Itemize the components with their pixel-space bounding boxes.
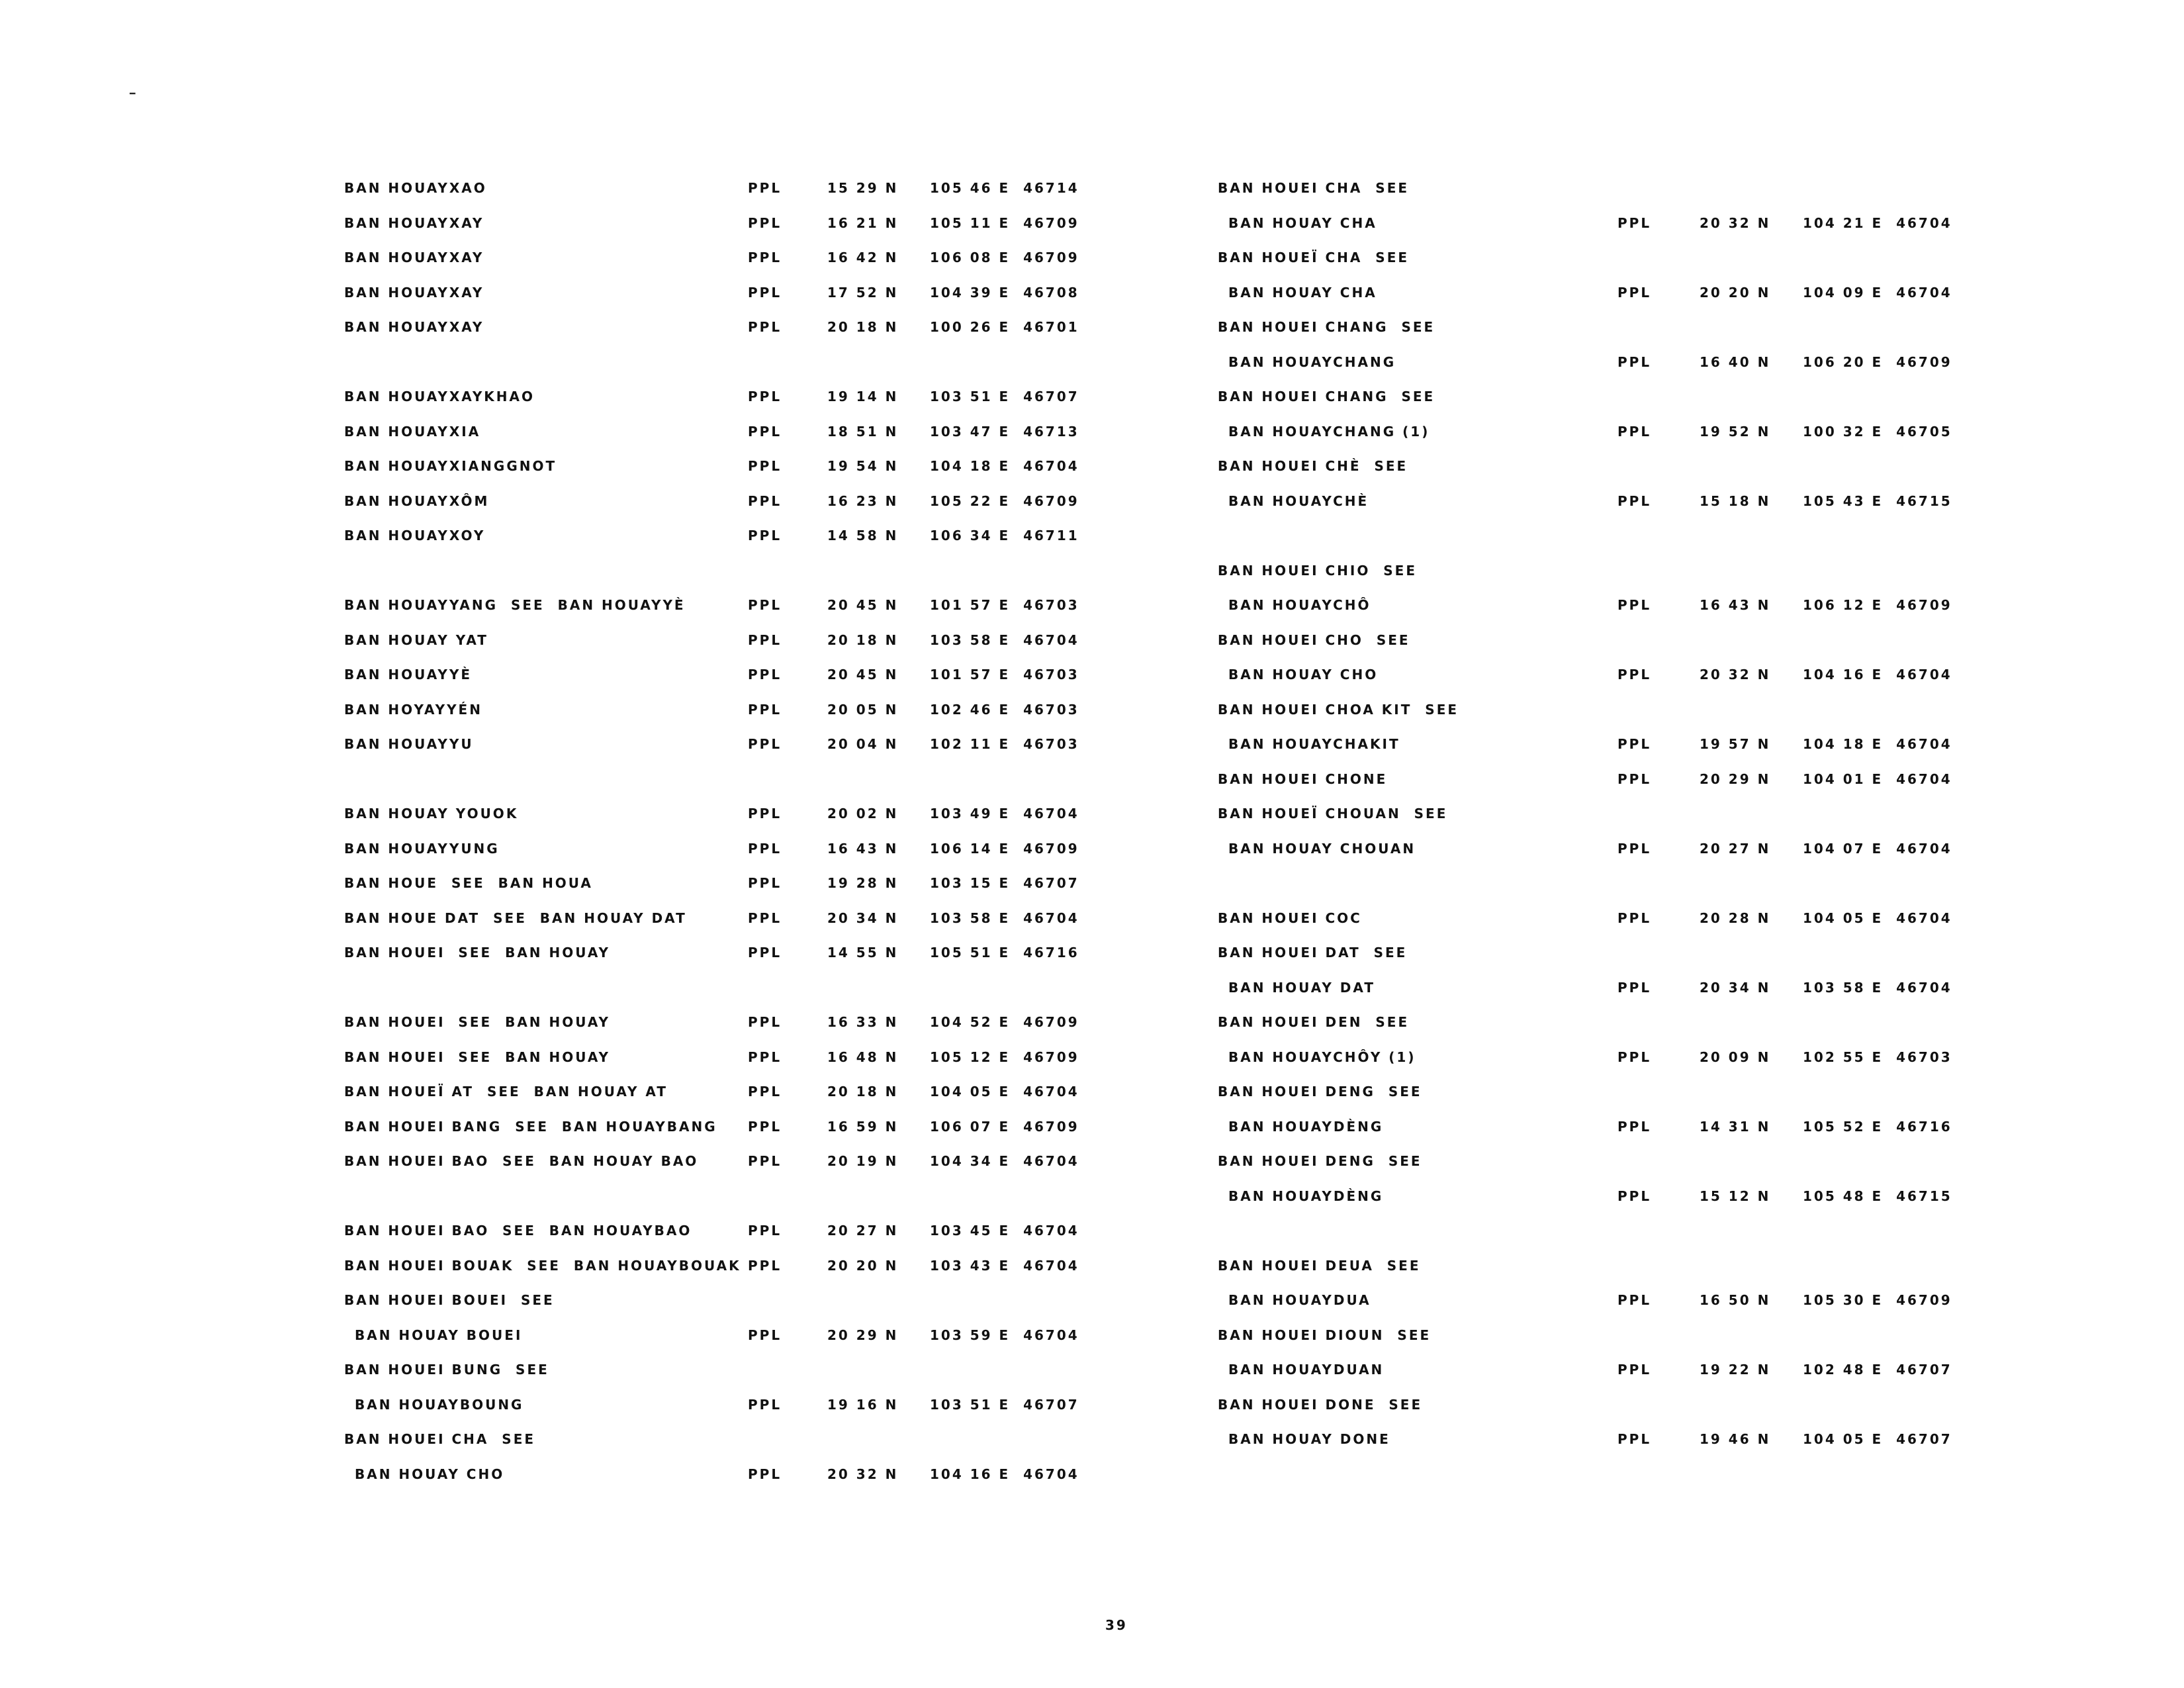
feature-type: PPL bbox=[748, 875, 782, 891]
gazetteer-entry bbox=[1218, 389, 1972, 424]
feature-type: PPL bbox=[748, 1223, 782, 1239]
feature-type: PPL bbox=[748, 1257, 782, 1274]
place-name: BAN HOUEI SEE BAN HOUAY bbox=[344, 1049, 610, 1065]
longitude: 103 43 E 46704 bbox=[930, 1257, 1079, 1274]
gazetteer-entry bbox=[1218, 250, 1972, 285]
feature-type: PPL bbox=[748, 389, 782, 404]
place-name: BAN HOUAYCHÔY (1) bbox=[1228, 1049, 1416, 1065]
latitude: 18 51 N bbox=[827, 423, 899, 440]
longitude: 101 57 E 46703 bbox=[930, 667, 1079, 682]
gazetteer-entry bbox=[344, 458, 1138, 493]
longitude: 104 39 E 46708 bbox=[930, 284, 1079, 301]
gazetteer-entry bbox=[344, 597, 1138, 632]
longitude: 103 58 E 46704 bbox=[1803, 979, 1952, 996]
latitude: 14 58 N bbox=[827, 528, 899, 543]
place-name: BAN HOUAYCHAKIT bbox=[1228, 736, 1400, 752]
latitude: 14 31 N bbox=[1700, 1118, 1771, 1135]
gazetteer-left-column bbox=[344, 180, 1138, 1501]
place-name: BAN HOUAYDÈNG bbox=[1228, 1118, 1384, 1135]
latitude: 20 28 N bbox=[1700, 910, 1771, 926]
gazetteer-entry bbox=[1218, 632, 1972, 667]
latitude: 16 40 N bbox=[1700, 353, 1771, 370]
feature-type: PPL bbox=[1617, 492, 1652, 509]
latitude: 20 34 N bbox=[1700, 979, 1771, 996]
feature-type: PPL bbox=[1617, 214, 1652, 231]
latitude: 14 55 N bbox=[827, 945, 899, 961]
gazetteer-entry bbox=[1218, 285, 1972, 320]
gazetteer-entry bbox=[1218, 1119, 1972, 1154]
feature-type: PPL bbox=[1617, 284, 1652, 301]
longitude: 102 55 E 46703 bbox=[1803, 1049, 1952, 1065]
feature-type: PPL bbox=[748, 528, 782, 543]
gazetteer-entry bbox=[344, 1119, 1138, 1154]
place-name: BAN HOUAYCHANG (1) bbox=[1228, 423, 1430, 440]
feature-type: PPL bbox=[748, 840, 782, 857]
place-name: BAN HOUAYXAYKHAO bbox=[344, 389, 535, 404]
gazetteer-entry bbox=[344, 1397, 1138, 1432]
gazetteer-entry bbox=[344, 215, 1138, 250]
latitude: 20 45 N bbox=[827, 597, 899, 613]
gazetteer-entry bbox=[344, 1292, 1138, 1327]
gazetteer-entry bbox=[1218, 493, 1972, 528]
place-name: BAN HOUEI BAO SEE BAN HOUAYBAO bbox=[344, 1223, 692, 1239]
latitude: 20 18 N bbox=[827, 1084, 899, 1100]
gazetteer-entry bbox=[1218, 1014, 1972, 1049]
latitude: 19 28 N bbox=[827, 875, 899, 891]
place-name: BAN HOUAY CHO bbox=[1228, 667, 1379, 682]
place-name: BAN HOUAYXAY bbox=[344, 214, 484, 231]
gazetteer-entry bbox=[344, 1258, 1138, 1293]
gazetteer-entry bbox=[1218, 215, 1972, 250]
gazetteer-entry bbox=[344, 1431, 1138, 1466]
feature-type: PPL bbox=[748, 284, 782, 301]
latitude: 19 57 N bbox=[1700, 736, 1771, 752]
longitude: 105 48 E 46715 bbox=[1803, 1188, 1952, 1204]
gazetteer-entry bbox=[1218, 806, 1972, 841]
longitude: 101 57 E 46703 bbox=[930, 597, 1079, 613]
latitude: 20 09 N bbox=[1700, 1049, 1771, 1065]
longitude: 104 18 E 46704 bbox=[930, 458, 1079, 474]
feature-type: PPL bbox=[748, 1327, 782, 1343]
longitude: 105 12 E 46709 bbox=[930, 1049, 1079, 1065]
longitude: 105 22 E 46709 bbox=[930, 492, 1079, 509]
row-spacer bbox=[344, 354, 1138, 389]
latitude: 16 48 N bbox=[827, 1049, 899, 1065]
longitude: 105 51 E 46716 bbox=[930, 945, 1079, 961]
latitude: 20 32 N bbox=[1700, 214, 1771, 231]
latitude: 19 54 N bbox=[827, 458, 899, 474]
place-name: BAN HOUEI BOUEI SEE bbox=[344, 1292, 555, 1308]
longitude: 102 48 E 46707 bbox=[1803, 1362, 1952, 1378]
place-name: BAN HOYAYYÉN bbox=[344, 701, 482, 718]
feature-type: PPL bbox=[1617, 423, 1652, 440]
gazetteer-entry bbox=[344, 1153, 1138, 1188]
place-name: BAN HOUAYXAY bbox=[344, 250, 484, 265]
latitude: 20 45 N bbox=[827, 667, 899, 682]
gazetteer-entry bbox=[1218, 841, 1972, 876]
place-name: BAN HOUE DAT SEE BAN HOUAY DAT bbox=[344, 910, 687, 926]
latitude: 16 59 N bbox=[827, 1118, 899, 1135]
gazetteer-entry bbox=[344, 736, 1138, 771]
gazetteer-entry bbox=[1218, 945, 1972, 980]
latitude: 20 20 N bbox=[827, 1257, 899, 1274]
feature-type: PPL bbox=[748, 1153, 782, 1169]
gazetteer-entry bbox=[344, 424, 1138, 459]
latitude: 16 33 N bbox=[827, 1014, 899, 1030]
gazetteer-entry bbox=[344, 285, 1138, 320]
feature-type: PPL bbox=[748, 945, 782, 961]
feature-type: PPL bbox=[748, 319, 782, 335]
longitude: 103 47 E 46713 bbox=[930, 423, 1079, 440]
feature-type: PPL bbox=[1617, 1431, 1652, 1447]
place-name: BAN HOUEI DAT SEE bbox=[1218, 945, 1408, 961]
longitude: 104 16 E 46704 bbox=[1803, 667, 1952, 682]
longitude: 105 11 E 46709 bbox=[930, 214, 1079, 231]
longitude: 104 16 E 46704 bbox=[930, 1466, 1079, 1482]
longitude: 106 34 E 46711 bbox=[930, 528, 1079, 543]
row-spacer bbox=[1218, 528, 1972, 563]
row-spacer bbox=[344, 980, 1138, 1015]
place-name: BAN HOUAYCHANG bbox=[1228, 353, 1396, 370]
longitude: 104 34 E 46704 bbox=[930, 1153, 1079, 1169]
gazetteer-entry bbox=[344, 1327, 1138, 1362]
latitude: 20 27 N bbox=[827, 1223, 899, 1239]
gazetteer-entry bbox=[1218, 597, 1972, 632]
latitude: 20 18 N bbox=[827, 632, 899, 648]
feature-type: PPL bbox=[748, 1396, 782, 1413]
gazetteer-entry bbox=[344, 180, 1138, 215]
place-name: BAN HOUAYXAY bbox=[344, 284, 484, 301]
gazetteer-entry bbox=[344, 319, 1138, 354]
gazetteer-entry bbox=[1218, 702, 1972, 737]
longitude: 105 30 E 46709 bbox=[1803, 1292, 1952, 1308]
latitude: 15 29 N bbox=[827, 180, 899, 196]
gazetteer-entry bbox=[1218, 980, 1972, 1015]
longitude: 105 52 E 46716 bbox=[1803, 1118, 1952, 1135]
place-name: BAN HOUEÏ AT SEE BAN HOUAY AT bbox=[344, 1084, 668, 1100]
place-name: BAN HOUAY CHA bbox=[1228, 214, 1377, 231]
latitude: 19 22 N bbox=[1700, 1362, 1771, 1378]
place-name: BAN HOUEI DENG SEE bbox=[1218, 1153, 1422, 1169]
place-name: BAN HOUEI DENG SEE bbox=[1218, 1084, 1422, 1100]
gazetteer-entry bbox=[1218, 1188, 1972, 1223]
latitude: 15 12 N bbox=[1700, 1188, 1771, 1204]
place-name: BAN HOUEI CHONE bbox=[1218, 771, 1388, 787]
gazetteer-entry bbox=[344, 1049, 1138, 1084]
longitude: 104 01 E 46704 bbox=[1803, 771, 1952, 787]
longitude: 103 58 E 46704 bbox=[930, 910, 1079, 926]
latitude: 16 21 N bbox=[827, 214, 899, 231]
place-name: BAN HOUAY YAT bbox=[344, 632, 488, 648]
gazetteer-entry bbox=[344, 250, 1138, 285]
longitude: 103 51 E 46707 bbox=[930, 1396, 1079, 1413]
latitude: 20 29 N bbox=[1700, 771, 1771, 787]
feature-type: PPL bbox=[748, 492, 782, 509]
place-name: BAN HOUEI CHANG SEE bbox=[1218, 389, 1435, 404]
feature-type: PPL bbox=[748, 701, 782, 718]
gazetteer-entry bbox=[344, 389, 1138, 424]
place-name: BAN HOUE SEE BAN HOUA bbox=[344, 875, 593, 891]
gazetteer-entry bbox=[344, 806, 1138, 841]
gazetteer-entry bbox=[1218, 1153, 1972, 1188]
scan-mark: ━ bbox=[130, 89, 136, 99]
longitude: 106 07 E 46709 bbox=[930, 1118, 1079, 1135]
gazetteer-entry bbox=[1218, 736, 1972, 771]
latitude: 15 18 N bbox=[1700, 492, 1771, 509]
gazetteer-entry bbox=[1218, 1327, 1972, 1362]
longitude: 105 46 E 46714 bbox=[930, 180, 1079, 196]
page-number: 39 bbox=[1105, 1617, 1128, 1633]
gazetteer-entry bbox=[344, 493, 1138, 528]
place-name: BAN HOUEI CHOA KIT SEE bbox=[1218, 701, 1459, 718]
gazetteer-entry bbox=[1218, 910, 1972, 945]
gazetteer-entry bbox=[344, 528, 1138, 563]
feature-type: PPL bbox=[1617, 1362, 1652, 1378]
latitude: 20 32 N bbox=[1700, 667, 1771, 682]
feature-type: PPL bbox=[748, 1118, 782, 1135]
place-name: BAN HOUAYBOUNG bbox=[355, 1396, 524, 1413]
place-name: BAN HOUAY DONE bbox=[1228, 1431, 1390, 1447]
feature-type: PPL bbox=[1617, 597, 1652, 613]
longitude: 104 05 E 46704 bbox=[930, 1084, 1079, 1100]
latitude: 19 46 N bbox=[1700, 1431, 1771, 1447]
feature-type: PPL bbox=[748, 180, 782, 196]
place-name: BAN HOUAYCHÈ bbox=[1228, 492, 1369, 509]
place-name: BAN HOUEÏ CHA SEE bbox=[1218, 250, 1410, 265]
place-name: BAN HOUAY YOUOK bbox=[344, 806, 519, 821]
place-name: BAN HOUAYDUA bbox=[1228, 1292, 1371, 1308]
longitude: 104 52 E 46709 bbox=[930, 1014, 1079, 1030]
gazetteer-entry bbox=[344, 1014, 1138, 1049]
place-name: BAN HOUEI CHÈ SEE bbox=[1218, 458, 1408, 474]
gazetteer-entry bbox=[1218, 458, 1972, 493]
place-name: BAN HOUAY CHA bbox=[1228, 284, 1377, 301]
gazetteer-entry bbox=[1218, 1292, 1972, 1327]
feature-type: PPL bbox=[748, 667, 782, 682]
place-name: BAN HOUEI BUNG SEE bbox=[344, 1362, 549, 1378]
latitude: 20 27 N bbox=[1700, 840, 1771, 857]
gazetteer-entry bbox=[1218, 1362, 1972, 1397]
place-name: BAN HOUEI CHANG SEE bbox=[1218, 319, 1435, 335]
gazetteer-entry bbox=[1218, 1258, 1972, 1293]
row-spacer bbox=[344, 563, 1138, 598]
place-name: BAN HOUAYXÔM bbox=[344, 492, 490, 509]
longitude: 103 51 E 46707 bbox=[930, 389, 1079, 404]
gazetteer-entry bbox=[1218, 1049, 1972, 1084]
place-name: BAN HOUEI BANG SEE BAN HOUAYBANG bbox=[344, 1118, 717, 1135]
place-name: BAN HOUAYYU bbox=[344, 736, 474, 752]
row-spacer bbox=[1218, 1223, 1972, 1258]
latitude: 20 05 N bbox=[827, 701, 899, 718]
row-spacer bbox=[344, 771, 1138, 806]
place-name: BAN HOUAY BOUEI bbox=[355, 1327, 523, 1343]
longitude: 105 43 E 46715 bbox=[1803, 492, 1952, 509]
place-name: BAN HOUAY DAT bbox=[1228, 979, 1375, 996]
longitude: 106 12 E 46709 bbox=[1803, 597, 1952, 613]
place-name: BAN HOUEÏ CHOUAN SEE bbox=[1218, 806, 1448, 821]
place-name: BAN HOUEI DEUA SEE bbox=[1218, 1257, 1421, 1274]
feature-type: PPL bbox=[748, 910, 782, 926]
feature-type: PPL bbox=[748, 806, 782, 821]
row-spacer bbox=[344, 1188, 1138, 1223]
latitude: 20 19 N bbox=[827, 1153, 899, 1169]
place-name: BAN HOUEI DONE SEE bbox=[1218, 1396, 1423, 1413]
feature-type: PPL bbox=[1617, 736, 1652, 752]
longitude: 100 32 E 46705 bbox=[1803, 423, 1952, 440]
feature-type: PPL bbox=[1617, 1118, 1652, 1135]
latitude: 16 23 N bbox=[827, 492, 899, 509]
feature-type: PPL bbox=[748, 1014, 782, 1030]
longitude: 104 05 E 46704 bbox=[1803, 910, 1952, 926]
gazetteer-entry bbox=[1218, 1431, 1972, 1466]
longitude: 104 07 E 46704 bbox=[1803, 840, 1952, 857]
feature-type: PPL bbox=[1617, 979, 1652, 996]
latitude: 19 14 N bbox=[827, 389, 899, 404]
longitude: 102 46 E 46703 bbox=[930, 701, 1079, 718]
place-name: BAN HOUAYCHÔ bbox=[1228, 597, 1371, 613]
longitude: 106 14 E 46709 bbox=[930, 840, 1079, 857]
place-name: BAN HOUAYXIANGGNOT bbox=[344, 458, 557, 474]
gazetteer-entry bbox=[344, 1362, 1138, 1397]
gazetteer-entry bbox=[344, 702, 1138, 737]
place-name: BAN HOUEI DEN SEE bbox=[1218, 1014, 1410, 1030]
gazetteer-entry bbox=[1218, 1397, 1972, 1432]
place-name: BAN HOUAYXOY bbox=[344, 528, 486, 543]
feature-type: PPL bbox=[1617, 910, 1652, 926]
gazetteer-entry bbox=[344, 632, 1138, 667]
place-name: BAN HOUAYYÈ bbox=[344, 667, 472, 682]
place-name: BAN HOUAYXIA bbox=[344, 423, 481, 440]
gazetteer-entry bbox=[344, 1084, 1138, 1119]
longitude: 106 20 E 46709 bbox=[1803, 353, 1952, 370]
latitude: 20 18 N bbox=[827, 319, 899, 335]
place-name: BAN HOUEI CHIO SEE bbox=[1218, 562, 1417, 579]
feature-type: PPL bbox=[1617, 771, 1652, 787]
feature-type: PPL bbox=[748, 250, 782, 265]
gazetteer-entry bbox=[1218, 180, 1972, 215]
latitude: 16 43 N bbox=[827, 840, 899, 857]
longitude: 103 49 E 46704 bbox=[930, 806, 1079, 821]
gazetteer-entry bbox=[344, 841, 1138, 876]
place-name: BAN HOUEI SEE BAN HOUAY bbox=[344, 1014, 610, 1030]
longitude: 103 58 E 46704 bbox=[930, 632, 1079, 648]
place-name: BAN HOUAYYANG SEE BAN HOUAYYÈ bbox=[344, 597, 686, 613]
gazetteer-entry bbox=[1218, 563, 1972, 598]
gazetteer-entry bbox=[344, 1466, 1138, 1501]
gazetteer-entry bbox=[1218, 667, 1972, 702]
latitude: 20 02 N bbox=[827, 806, 899, 821]
feature-type: PPL bbox=[1617, 1188, 1652, 1204]
place-name: BAN HOUEI DIOUN SEE bbox=[1218, 1327, 1432, 1343]
latitude: 20 34 N bbox=[827, 910, 899, 926]
longitude: 104 09 E 46704 bbox=[1803, 284, 1952, 301]
place-name: BAN HOUEI CHA SEE bbox=[344, 1431, 536, 1447]
feature-type: PPL bbox=[748, 1084, 782, 1100]
latitude: 19 16 N bbox=[827, 1396, 899, 1413]
feature-type: PPL bbox=[748, 1049, 782, 1065]
place-name: BAN HOUEI CHO SEE bbox=[1218, 632, 1410, 648]
longitude: 100 26 E 46701 bbox=[930, 319, 1079, 335]
gazetteer-entry bbox=[1218, 771, 1972, 806]
latitude: 20 32 N bbox=[827, 1466, 899, 1482]
gazetteer-entry bbox=[344, 910, 1138, 945]
latitude: 19 52 N bbox=[1700, 423, 1771, 440]
longitude: 104 21 E 46704 bbox=[1803, 214, 1952, 231]
place-name: BAN HOUAYDUAN bbox=[1228, 1362, 1385, 1378]
gazetteer-entry bbox=[1218, 424, 1972, 459]
feature-type: PPL bbox=[748, 423, 782, 440]
gazetteer-entry bbox=[344, 1223, 1138, 1258]
place-name: BAN HOUEI BOUAK SEE BAN HOUAYBOUAK bbox=[344, 1257, 741, 1274]
feature-type: PPL bbox=[748, 458, 782, 474]
gazetteer-entry bbox=[1218, 1084, 1972, 1119]
place-name: BAN HOUAYXAY bbox=[344, 319, 484, 335]
latitude: 20 04 N bbox=[827, 736, 899, 752]
latitude: 20 20 N bbox=[1700, 284, 1771, 301]
feature-type: PPL bbox=[748, 632, 782, 648]
place-name: BAN HOUEI SEE BAN HOUAY bbox=[344, 945, 610, 961]
gazetteer-entry bbox=[344, 667, 1138, 702]
latitude: 16 50 N bbox=[1700, 1292, 1771, 1308]
gazetteer-entry bbox=[344, 945, 1138, 980]
feature-type: PPL bbox=[748, 1466, 782, 1482]
place-name: BAN HOUAYXAO bbox=[344, 180, 487, 196]
feature-type: PPL bbox=[748, 214, 782, 231]
feature-type: PPL bbox=[1617, 840, 1652, 857]
feature-type: PPL bbox=[1617, 1049, 1652, 1065]
longitude: 102 11 E 46703 bbox=[930, 736, 1079, 752]
latitude: 20 29 N bbox=[827, 1327, 899, 1343]
place-name: BAN HOUAYDÈNG bbox=[1228, 1188, 1384, 1204]
feature-type: PPL bbox=[1617, 1292, 1652, 1308]
longitude: 103 15 E 46707 bbox=[930, 875, 1079, 891]
longitude: 103 59 E 46704 bbox=[930, 1327, 1079, 1343]
feature-type: PPL bbox=[1617, 667, 1652, 682]
place-name: BAN HOUAY CHO bbox=[355, 1466, 505, 1482]
feature-type: PPL bbox=[748, 597, 782, 613]
row-spacer bbox=[1218, 875, 1972, 910]
feature-type: PPL bbox=[748, 736, 782, 752]
place-name: BAN HOUAYYUNG bbox=[344, 840, 500, 857]
longitude: 103 45 E 46704 bbox=[930, 1223, 1079, 1239]
feature-type: PPL bbox=[1617, 353, 1652, 370]
gazetteer-entry bbox=[344, 875, 1138, 910]
place-name: BAN HOUEI CHA SEE bbox=[1218, 180, 1410, 196]
place-name: BAN HOUEI COC bbox=[1218, 910, 1362, 926]
gazetteer-right-column bbox=[1218, 180, 1972, 1466]
latitude: 16 43 N bbox=[1700, 597, 1771, 613]
longitude: 106 08 E 46709 bbox=[930, 250, 1079, 265]
latitude: 17 52 N bbox=[827, 284, 899, 301]
longitude: 104 18 E 46704 bbox=[1803, 736, 1952, 752]
gazetteer-entry bbox=[1218, 319, 1972, 354]
gazetteer-entry bbox=[1218, 354, 1972, 389]
place-name: BAN HOUEI BAO SEE BAN HOUAY BAO bbox=[344, 1153, 699, 1169]
latitude: 16 42 N bbox=[827, 250, 899, 265]
longitude: 104 05 E 46707 bbox=[1803, 1431, 1952, 1447]
place-name: BAN HOUAY CHOUAN bbox=[1228, 840, 1416, 857]
